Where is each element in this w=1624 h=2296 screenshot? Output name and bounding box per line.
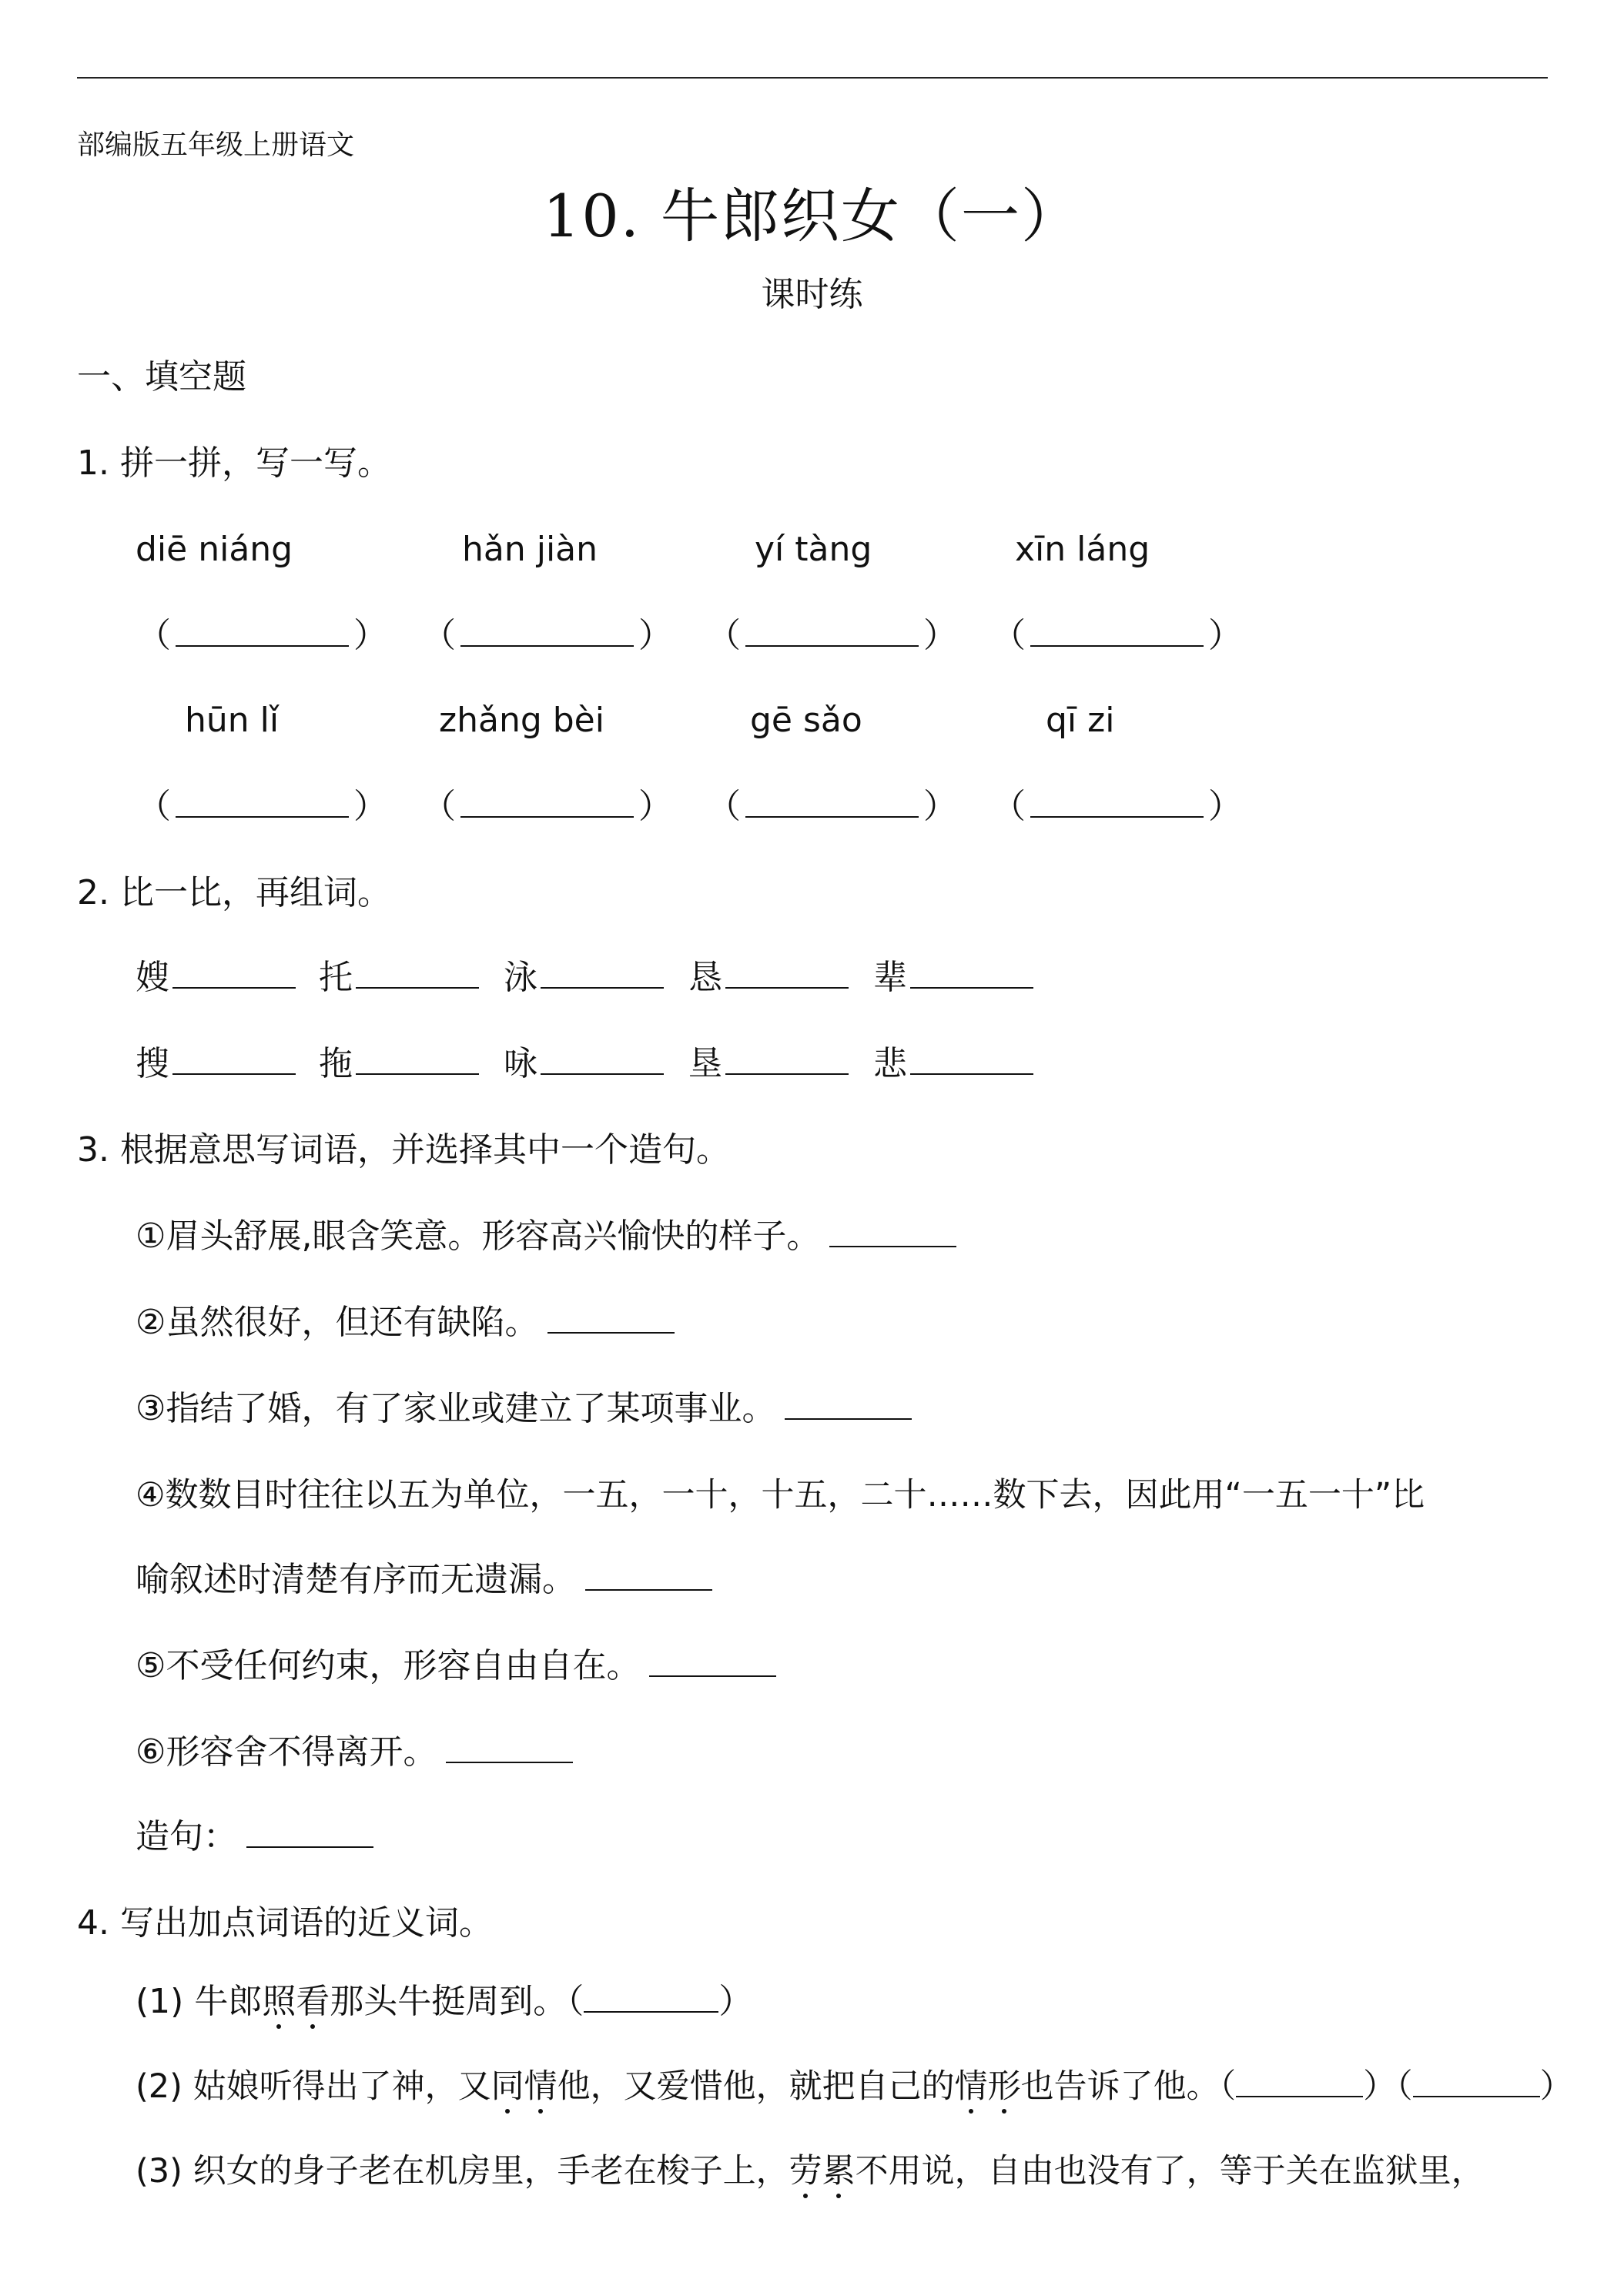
paren-open: （ bbox=[137, 616, 171, 655]
answer-blank[interactable] bbox=[1030, 613, 1204, 647]
word-blank[interactable] bbox=[356, 1041, 479, 1075]
definition-item bbox=[136, 1729, 573, 1776]
answer-blank[interactable] bbox=[745, 613, 919, 647]
definition-item bbox=[136, 1386, 912, 1432]
item-text: 不用说，自由也没有了，等于关在监狱里， bbox=[855, 2152, 1485, 2191]
word-blank[interactable] bbox=[910, 1041, 1033, 1075]
char-item bbox=[873, 1041, 1033, 1087]
paren-close: ） bbox=[923, 616, 957, 655]
answer-box[interactable] bbox=[992, 784, 1242, 830]
paren-open: （ bbox=[992, 616, 1026, 655]
page-title: 10. 牛郎织女（一） bbox=[542, 182, 1082, 250]
word-blank[interactable] bbox=[725, 1041, 849, 1075]
item-text: ）（ bbox=[1363, 2067, 1413, 2106]
answer-box[interactable] bbox=[137, 613, 387, 659]
dotted-char: 照 bbox=[262, 1982, 296, 2021]
section-heading: 一、填空题 bbox=[77, 357, 246, 397]
paren-open: （ bbox=[707, 787, 741, 826]
char: 拖 bbox=[319, 1044, 353, 1083]
char: 托 bbox=[319, 958, 353, 997]
pinyin: diē niáng bbox=[136, 530, 293, 569]
definition-item bbox=[136, 1213, 956, 1260]
series-label: 部编版五年级上册语文 bbox=[77, 129, 355, 161]
answer-blank[interactable] bbox=[649, 1643, 776, 1677]
answer-box[interactable] bbox=[137, 784, 387, 830]
answer-blank[interactable] bbox=[176, 784, 349, 818]
synonym-item-3 bbox=[136, 2148, 1485, 2194]
definition-text: ④数数目时往往以五为单位，一五，一十，十五，二十……数下去，因此用“一五一十”比 bbox=[136, 1476, 1425, 1514]
answer-blank[interactable] bbox=[785, 1386, 912, 1420]
pinyin: xīn láng bbox=[1015, 530, 1150, 569]
answer-blank[interactable] bbox=[829, 1213, 956, 1247]
question-2-label: 2. 比一比，再组词。 bbox=[77, 873, 391, 912]
definition-text: ⑥形容舍不得离开。 bbox=[136, 1732, 437, 1772]
answer-box[interactable] bbox=[707, 613, 957, 659]
definition-text: ①眉头舒展,眼含笑意。形容高兴愉快的样子。 bbox=[136, 1217, 821, 1256]
question-1-label: 1. 拼一拼，写一写。 bbox=[77, 443, 391, 483]
dotted-char: 情 bbox=[524, 2067, 558, 2106]
answer-blank[interactable] bbox=[446, 1729, 573, 1763]
pinyin: hǎn jiàn bbox=[462, 530, 598, 569]
pinyin: hūn lǐ bbox=[185, 701, 280, 740]
answer-blank[interactable] bbox=[1030, 784, 1204, 818]
char: 恳 bbox=[688, 958, 722, 997]
word-blank[interactable] bbox=[541, 955, 664, 989]
sentence-item bbox=[136, 1814, 373, 1860]
definition-text: ⑤不受任何约束，形容自由自在。 bbox=[136, 1646, 641, 1685]
word-blank[interactable] bbox=[725, 955, 849, 989]
paren-open: （ bbox=[992, 787, 1026, 826]
dotted-char: 情 bbox=[954, 2067, 988, 2106]
item-text: 也告诉了他。（ bbox=[1020, 2067, 1237, 2106]
answer-blank[interactable] bbox=[176, 613, 349, 647]
dotted-char: 形 bbox=[987, 2067, 1021, 2106]
char-item bbox=[873, 955, 1033, 1001]
header-rule bbox=[77, 77, 1548, 79]
paren-close: ） bbox=[353, 616, 387, 655]
synonym-item-2 bbox=[136, 2063, 1573, 2110]
answer-box[interactable] bbox=[422, 613, 672, 659]
answer-blank[interactable] bbox=[460, 613, 634, 647]
dotted-char: 看 bbox=[296, 1982, 330, 2021]
paren-close: ） bbox=[638, 787, 672, 826]
char: 嫂 bbox=[136, 958, 169, 997]
word-blank[interactable] bbox=[172, 955, 296, 989]
answer-blank[interactable] bbox=[585, 1557, 712, 1591]
char-item bbox=[688, 955, 849, 1001]
paren-close: ） bbox=[718, 1982, 753, 2021]
char-item bbox=[136, 955, 296, 1001]
answer-blank[interactable] bbox=[1236, 2063, 1363, 2097]
answer-blank[interactable] bbox=[1413, 2063, 1540, 2097]
char-item bbox=[688, 1041, 849, 1087]
pinyin: yí tàng bbox=[755, 530, 872, 569]
paren-open: （ bbox=[707, 616, 741, 655]
sentence-blank[interactable] bbox=[246, 1814, 373, 1848]
char: 垦 bbox=[688, 1044, 722, 1083]
item-text: (1) 牛郎 bbox=[136, 1982, 263, 2021]
question-3-label: 3. 根据意思写词语，并选择其中一个造句。 bbox=[77, 1130, 730, 1170]
word-blank[interactable] bbox=[541, 1041, 664, 1075]
char: 泳 bbox=[504, 958, 537, 997]
synonym-item-1 bbox=[136, 1979, 752, 2025]
definition-item bbox=[136, 1300, 675, 1346]
answer-blank[interactable] bbox=[584, 1979, 718, 2013]
answer-box[interactable] bbox=[992, 613, 1242, 659]
definition-item-cont bbox=[136, 1557, 712, 1603]
item-text: (3) 织女的身子老在机房里，手老在梭子上， bbox=[136, 2152, 789, 2191]
paren-close: ） bbox=[1208, 787, 1242, 826]
char-item bbox=[136, 1041, 296, 1087]
paren-open: （ bbox=[422, 616, 456, 655]
char: 悲 bbox=[873, 1044, 907, 1083]
item-text: 那头牛挺周到。（ bbox=[330, 1982, 584, 2021]
pinyin: gē sǎo bbox=[750, 701, 862, 740]
page-subtitle: 课时练 bbox=[761, 275, 863, 314]
paren-close: ） bbox=[923, 787, 957, 826]
item-text: (2) 姑娘听得出了神，又 bbox=[136, 2067, 491, 2106]
answer-box[interactable] bbox=[707, 784, 957, 830]
char-item bbox=[504, 955, 664, 1001]
char: 搜 bbox=[136, 1044, 169, 1083]
word-blank[interactable] bbox=[910, 955, 1033, 989]
question-4-label: 4. 写出加点词语的近义词。 bbox=[77, 1903, 493, 1943]
answer-blank[interactable] bbox=[745, 784, 919, 818]
char-item bbox=[504, 1041, 664, 1087]
definition-text: ②虽然很好，但还有缺陷。 bbox=[136, 1303, 539, 1342]
pinyin: qī zi bbox=[1046, 701, 1115, 740]
definition-text: ③指结了婚，有了家业或建立了某项事业。 bbox=[136, 1389, 776, 1428]
answer-blank[interactable] bbox=[460, 784, 634, 818]
definition-text: 喻叙述时清楚有序而无遗漏。 bbox=[136, 1560, 576, 1599]
dotted-char: 同 bbox=[491, 2067, 524, 2106]
word-blank[interactable] bbox=[172, 1041, 296, 1075]
char: 辈 bbox=[873, 958, 907, 997]
answer-blank[interactable] bbox=[547, 1300, 675, 1334]
dotted-char: 劳 bbox=[789, 2152, 822, 2191]
word-blank[interactable] bbox=[356, 955, 479, 989]
item-text: 他，又爱惜他，就把自己的 bbox=[557, 2067, 955, 2106]
definition-item bbox=[136, 1472, 1425, 1518]
char-item bbox=[319, 1041, 479, 1087]
paren-open: （ bbox=[137, 787, 171, 826]
char: 咏 bbox=[504, 1044, 537, 1083]
answer-box[interactable] bbox=[422, 784, 672, 830]
pinyin: zhǎng bèi bbox=[439, 701, 604, 740]
paren-close: ） bbox=[1539, 2067, 1573, 2106]
paren-close: ） bbox=[638, 616, 672, 655]
definition-item bbox=[136, 1643, 776, 1689]
paren-open: （ bbox=[422, 787, 456, 826]
sentence-label: 造句： bbox=[136, 1817, 237, 1856]
paren-close: ） bbox=[353, 787, 387, 826]
dotted-char: 累 bbox=[822, 2152, 856, 2191]
paren-close: ） bbox=[1208, 616, 1242, 655]
char-item bbox=[319, 955, 479, 1001]
